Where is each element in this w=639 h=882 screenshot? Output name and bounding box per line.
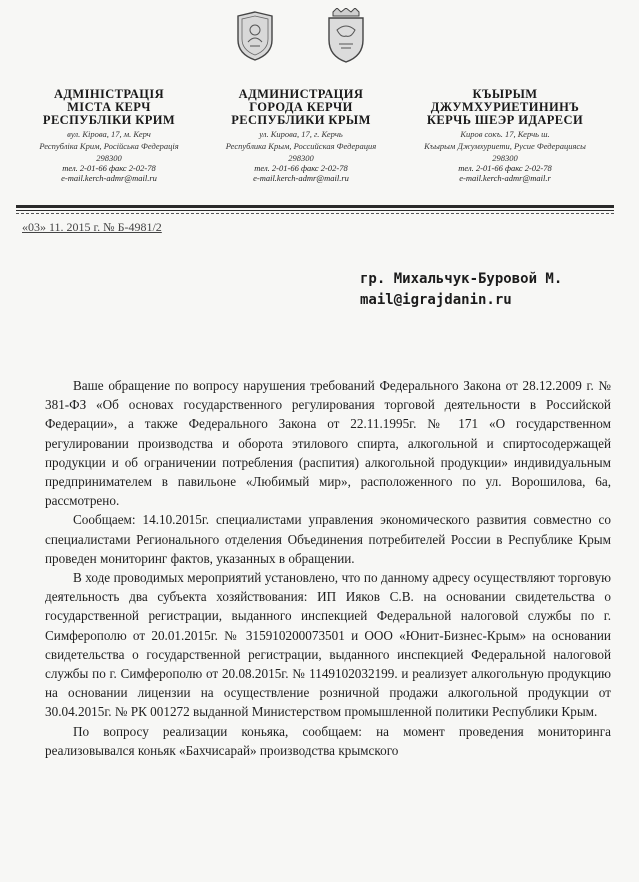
header-center-column bbox=[206, 88, 396, 183]
document-reference: «03» 11. 2015 г. № Б-4981/2 bbox=[22, 220, 162, 234]
header-left-address-1: вул. Кірова, 17, м. Керч bbox=[67, 129, 151, 139]
body-paragraph-2: Сообщаем: 14.10.2015г. специалистами управления экономического развития совместно со специалистами Регионального отделения Объединения потребителей России в Республике Крым проведен мониторинг фактов, указанных в обращении. bbox=[45, 512, 611, 566]
body-paragraph-1: Ваше обращение по вопросу нарушения требований Федерального Закона от 28.12.2009 г. № 381-ФЗ «Об основах государственного регулирования торговой деятельности в Российской Федерации», а также Федерального Закона от 22.11.1995г. № 171 «О государственном регулировании производства и оборота этилового спирта, алкогольной и спиртосодержащей продукции и об ограничении потребления (распития) алкогольной продукции» индивидуальным предпринимателем в павильоне «Любимый мир», расположенного по ул. Ворошилова, 6а, рассмотрено. bbox=[45, 378, 611, 509]
recipient-email: mail@igrajdanin.ru bbox=[360, 292, 512, 308]
header-right-title-3: КЕРЧЬ ШЕЭР ИДАРЕСИ bbox=[426, 113, 584, 127]
header-left-email: e-mail.kerch-admr@mail.ru bbox=[61, 173, 157, 183]
header-right-title-2: ДЖУМХУРИЕТИНИНЪ bbox=[430, 100, 580, 114]
header-right-address-1: Киров сокъ. 17, Керчь ш. bbox=[460, 129, 550, 139]
recipient-name: гр. Михальчук-Буровой М. bbox=[360, 271, 563, 287]
header-center-address-2: Республика Крым, Российская Федерация bbox=[225, 141, 377, 151]
header-left-address-2: Республіка Крим, Російська Федерація bbox=[39, 141, 179, 151]
header-right-address-2: Къырым Джумхуриети, Русие Федерациясы bbox=[424, 141, 586, 151]
header-divider-thick bbox=[16, 205, 614, 208]
kerch-coat-of-arms-icon bbox=[323, 8, 369, 64]
header-right-address-3: 298300 bbox=[492, 153, 518, 163]
header-right-phone: тел. 2-01-66 факс 2-02-78 bbox=[458, 163, 552, 173]
header-right-email: e-mail.kerch-admr@mail.r bbox=[459, 173, 551, 183]
crimea-coat-of-arms-icon bbox=[234, 10, 276, 62]
header-left-title-2: МІСТА КЕРЧ bbox=[67, 100, 151, 114]
header-center-title-2: ГОРОДА КЕРЧИ bbox=[249, 100, 353, 114]
body-paragraph-4: По вопросу реализации коньяка, сообщаем: на момент проведения мониторинга реализовывался коньяк «Бахчисарай» производства крымского bbox=[45, 723, 611, 758]
recipient-block bbox=[360, 269, 562, 311]
header-left-address-3: 298300 bbox=[96, 153, 122, 163]
header-center-address-3: 298300 bbox=[288, 153, 314, 163]
header-left-title-1: АДМІНІСТРАЦІЯ bbox=[53, 87, 165, 101]
header-center-title-3: РЕСПУБЛИКИ КРЫМ bbox=[231, 113, 371, 127]
header-center-phone: тел. 2-01-66 факс 2-02-78 bbox=[254, 163, 348, 173]
header-left-title-3: РЕСПУБЛІКИ КРИМ bbox=[42, 113, 176, 127]
letter-body bbox=[45, 376, 611, 760]
body-paragraph-3: В ходе проводимых мероприятий установлено, что по данному адресу осуществляют торговую деятельность два субъекта хозяйствования: ИП Ияков С.В. на основании свидетельства о государственной регистрации, выданного инспекцией Федеральной налоговой службы по г. Симферополю от 20.01.2015г. № 315910200073501 и ООО «Юнит-Бизнес-Крым» на основании свидетельства о государственной регистрации, выданного инспекцией Федеральной налоговой службы по г. Симферополю от 20.08.2015г. № 1149102032199. и реализует алкогольную продукцию на основании лицензии на осуществление розничной продажи алкогольной продукции от 30.04.2015г. № РК 001272 выданной Министерством промышленной политики Республики Крым. bbox=[45, 570, 611, 720]
header-divider-dotted bbox=[16, 213, 614, 215]
header-center-email: e-mail.kerch-admr@mail.ru bbox=[253, 173, 349, 183]
header-divider-thin bbox=[16, 210, 614, 211]
header-center-title-1: АДМИНИСТРАЦИЯ bbox=[238, 87, 364, 101]
header-right-column bbox=[405, 88, 605, 183]
header-left-column bbox=[14, 88, 204, 183]
header-left-phone: тел. 2-01-66 факс 2-02-78 bbox=[62, 163, 156, 173]
header-right-title-1: КЪЫРЫМ bbox=[472, 87, 538, 101]
header-center-address-1: ул. Кирова, 17, г. Керчь bbox=[259, 129, 343, 139]
